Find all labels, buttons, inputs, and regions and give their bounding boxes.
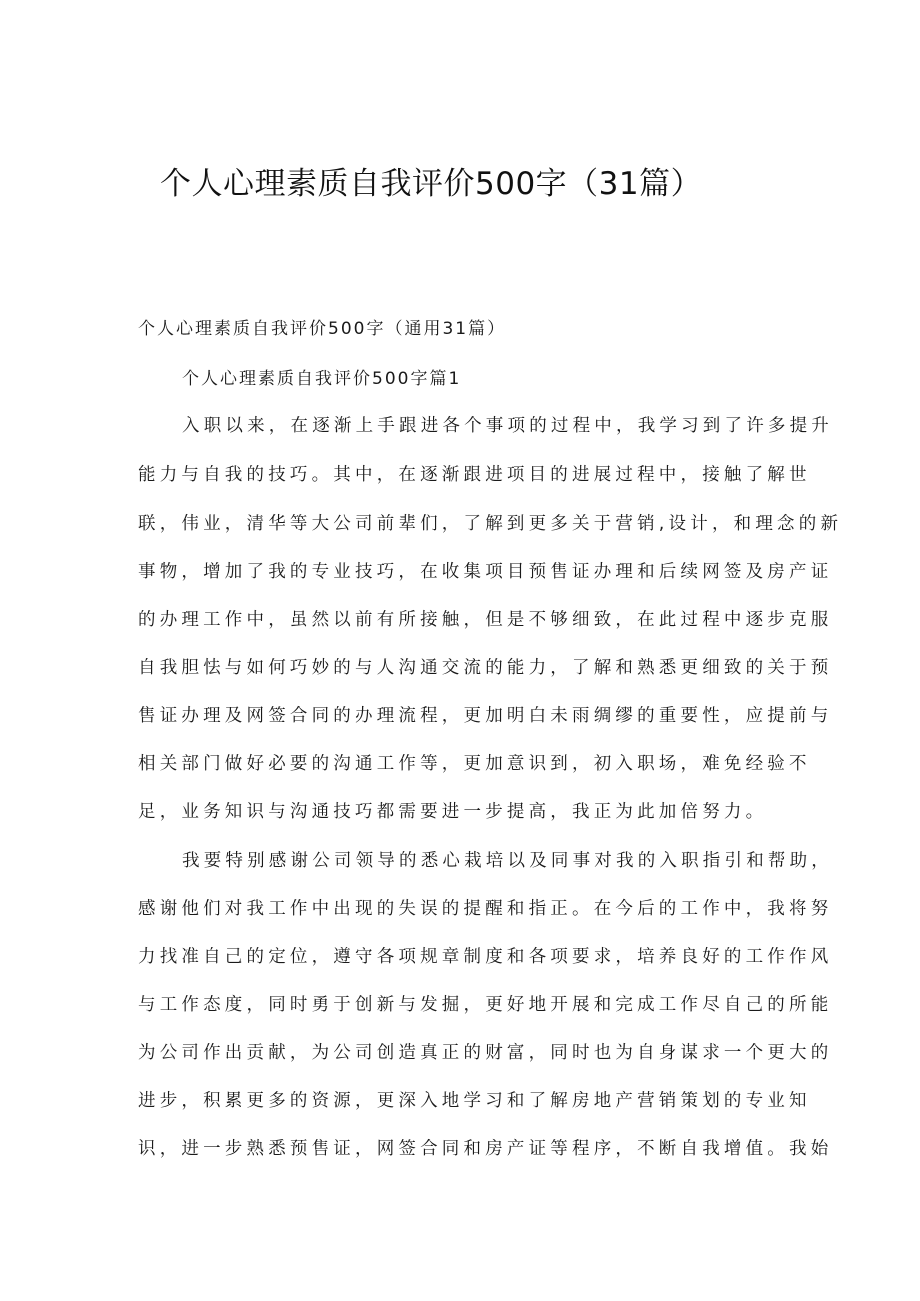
paragraph-line: 我要特别感谢公司领导的悉心栽培以及同事对我的入职指引和帮助， [182, 851, 833, 871]
paragraph-line: 足，业务知识与沟通技巧都需要进一步提高，我正为此加倍努力。 [138, 802, 768, 822]
paragraph-line: 相关部门做好必要的沟通工作等，更加意识到，初入职场，难免经验不 [138, 754, 811, 774]
paragraph-line: 识，进一步熟悉预售证，网签合同和房产证等程序，不断自我增值。我始 [138, 1139, 833, 1159]
paragraph-line: 售证办理及网签合同的办理流程，更加明白未雨绸缪的重要性，应提前与 [138, 706, 833, 726]
document-subtitle: 个人心理素质自我评价500字（通用31篇） [138, 319, 507, 339]
paragraph-line: 为公司作出贡献，为公司创造真正的财富，同时也为自身谋求一个更大的 [138, 1043, 833, 1063]
paragraph-line: 与工作态度，同时勇于创新与发掘，更好地开展和完成工作尽自己的所能 [138, 995, 833, 1015]
paragraph-line: 联，伟业，清华等大公司前辈们，了解到更多关于营销,设计，和理念的新 [138, 514, 843, 534]
section-heading: 个人心理素质自我评价500字篇1 [182, 369, 462, 389]
paragraph-line: 感谢他们对我工作中出现的失误的提醒和指正。在今后的工作中，我将努 [138, 899, 833, 919]
paragraph-line: 力找准自己的定位，遵守各项规章制度和各项要求，培养良好的工作作风 [138, 947, 833, 967]
document-title: 个人心理素质自我评价500字（31篇） [160, 166, 703, 202]
paragraph-line: 自我胆怯与如何巧妙的与人沟通交流的能力，了解和熟悉更细致的关于预 [138, 658, 833, 678]
paragraph-line: 进步，积累更多的资源，更深入地学习和了解房地产营销策划的专业知 [138, 1091, 811, 1111]
paragraph-line: 能力与自我的技巧。其中，在逐渐跟进项目的进展过程中，接触了解世 [138, 465, 811, 485]
paragraph-line: 的办理工作中，虽然以前有所接触，但是不够细致，在此过程中逐步克服 [138, 610, 833, 630]
paragraph-line: 事物，增加了我的专业技巧，在收集项目预售证办理和后续网签及房产证 [138, 562, 833, 582]
paragraph-line: 入职以来，在逐渐上手跟进各个事项的过程中，我学习到了许多提升 [182, 416, 833, 436]
